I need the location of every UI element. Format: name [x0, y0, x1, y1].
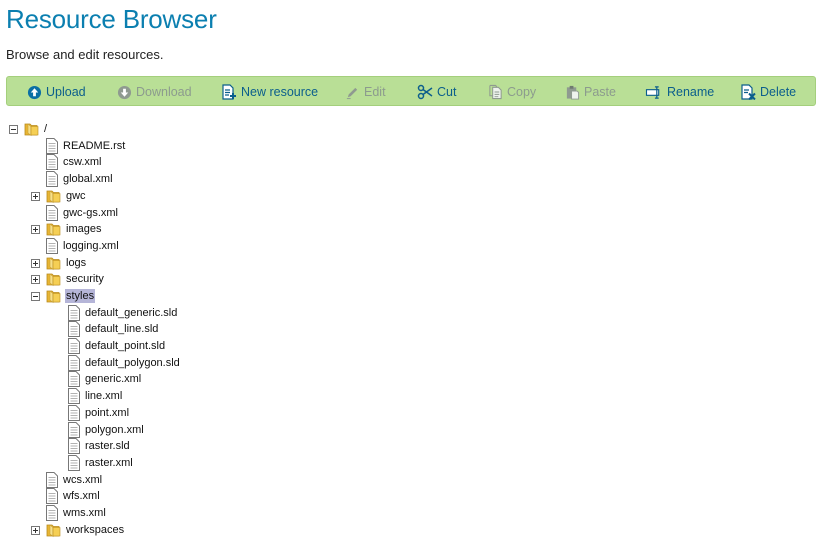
collapse-icon[interactable]: [9, 125, 18, 134]
delete-document-icon: [740, 84, 756, 100]
download-icon: [117, 85, 132, 100]
tree-item-label: workspaces: [66, 524, 125, 536]
tree-file[interactable]: [0, 472, 831, 489]
tree-item-label: wfs.xml: [63, 490, 100, 502]
page-title: Resource Browser: [6, 4, 217, 34]
tree-file[interactable]: [0, 338, 831, 355]
tree-item-label: csw.xml: [63, 156, 102, 168]
upload-icon: [27, 85, 42, 100]
tree-file[interactable]: [0, 305, 831, 322]
new-resource-label: New resource: [241, 85, 319, 99]
tree-file[interactable]: [0, 154, 831, 171]
copy-label: Copy: [507, 85, 537, 99]
paste-label: Paste: [584, 85, 616, 99]
new-document-icon: [221, 84, 237, 100]
tree-folder[interactable]: [0, 255, 831, 272]
expand-icon[interactable]: [31, 259, 40, 268]
tree-file[interactable]: [0, 422, 831, 439]
tree-folder[interactable]: [0, 271, 831, 288]
copy-button[interactable]: [488, 82, 536, 102]
expand-icon[interactable]: [31, 225, 40, 234]
cut-button[interactable]: [417, 82, 456, 102]
resource-tree: [0, 118, 831, 548]
resource-toolbar: [6, 76, 816, 106]
tree-item-label: gwc: [66, 190, 86, 202]
tree-item-label: README.rst: [63, 140, 126, 152]
tree-item-label: gwc-gs.xml: [63, 207, 119, 219]
edit-button[interactable]: [345, 82, 386, 102]
tree-file[interactable]: [0, 321, 831, 338]
upload-label: Upload: [46, 85, 86, 99]
rename-label: Rename: [667, 85, 715, 99]
copy-icon: [488, 84, 503, 100]
tree-item-label: security: [66, 273, 104, 285]
page-subtitle: Browse and edit resources.: [6, 47, 164, 62]
tree-folder[interactable]: [0, 221, 831, 238]
tree-item-label: polygon.xml: [85, 424, 144, 436]
tree-item-label: raster.xml: [85, 457, 133, 469]
tree-item-label: wcs.xml: [63, 474, 103, 486]
clipboard-icon: [565, 84, 580, 100]
rename-icon: [645, 85, 663, 100]
download-button[interactable]: [117, 82, 192, 102]
tree-file[interactable]: [0, 238, 831, 255]
tree-file[interactable]: [0, 355, 831, 372]
tree-item-label: generic.xml: [85, 373, 142, 385]
tree-folder[interactable]: [0, 121, 831, 138]
tree-item-label: styles: [66, 290, 95, 302]
tree-file[interactable]: [0, 138, 831, 155]
tree-folder[interactable]: [0, 288, 831, 305]
edit-label: Edit: [364, 85, 386, 99]
expand-icon[interactable]: [31, 526, 40, 535]
tree-item-label: default_point.sld: [85, 340, 166, 352]
new-resource-button[interactable]: [221, 82, 318, 102]
tree-file[interactable]: [0, 505, 831, 522]
tree-folder[interactable]: [0, 188, 831, 205]
tree-item-label: /: [44, 123, 48, 135]
tree-file[interactable]: [0, 405, 831, 422]
tree-file[interactable]: [0, 438, 831, 455]
delete-label: Delete: [760, 85, 797, 99]
delete-button[interactable]: [740, 82, 796, 102]
tree-item-label: default_generic.sld: [85, 307, 178, 319]
cut-label: Cut: [437, 85, 457, 99]
tree-file[interactable]: [0, 455, 831, 472]
scissors-icon: [417, 84, 433, 100]
tree-item-label: wms.xml: [63, 507, 106, 519]
paste-button[interactable]: [565, 82, 616, 102]
collapse-icon[interactable]: [31, 292, 40, 301]
tree-file[interactable]: [0, 171, 831, 188]
expand-icon[interactable]: [31, 275, 40, 284]
tree-file[interactable]: [0, 371, 831, 388]
tree-file[interactable]: [0, 205, 831, 222]
pencil-icon: [345, 85, 360, 100]
tree-item-label: raster.sld: [85, 440, 130, 452]
tree-item-label: line.xml: [85, 390, 123, 402]
tree-folder[interactable]: [0, 522, 831, 539]
upload-button[interactable]: [27, 82, 86, 102]
tree-item-label: logging.xml: [63, 240, 119, 252]
tree-item-label: default_line.sld: [85, 323, 159, 335]
tree-item-label: logs: [66, 257, 87, 269]
tree-file[interactable]: [0, 388, 831, 405]
tree-file[interactable]: [0, 488, 831, 505]
tree-item-label: default_polygon.sld: [85, 357, 180, 369]
folder-icon: [46, 522, 62, 541]
tree-item-label: point.xml: [85, 407, 130, 419]
rename-button[interactable]: [645, 82, 714, 102]
download-label: Download: [136, 85, 192, 99]
expand-icon[interactable]: [31, 192, 40, 201]
tree-item-label: images: [66, 223, 102, 235]
tree-item-label: global.xml: [63, 173, 113, 185]
